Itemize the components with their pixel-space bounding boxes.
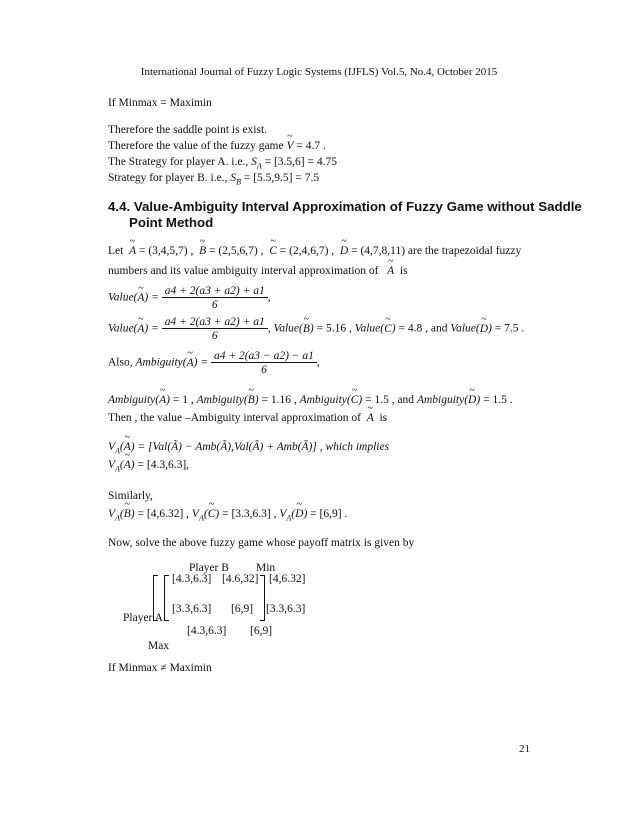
- matrix-row-min-2: [3.3,6.3]: [266, 603, 306, 615]
- matrix-cell-2-1: [3.3,6.3]: [172, 603, 212, 615]
- similarly-line: Similarly,: [108, 490, 153, 502]
- saddle-exists-line: Therefore the saddle point is exist.: [108, 124, 268, 136]
- solve-line: Now, solve the above fuzzy game whose payoff matrix is given by: [108, 537, 415, 549]
- value-formula: Value(~ A) = $\frac{a4 + 2(a3 + a2) + a1}{6}$ ,: [108, 285, 271, 311]
- matrix-left-bracket: [164, 575, 169, 621]
- va-a-line: $V_A(\sim$ A) = [4.3,6.3],: [108, 459, 189, 473]
- matrix-col-max-2: [6,9]: [250, 625, 273, 637]
- strategy-b-line: Strategy for player B. i.e., $S_B = [5.5,9.5] = 7.5$: [108, 172, 320, 187]
- section-title-line2: Point Method: [129, 215, 214, 230]
- page-number: 21: [519, 743, 530, 755]
- matrix-cell-1-2: [4.6,32]: [222, 573, 259, 585]
- strategy-a-line: The Strategy for player A. i.e., $S_A = [3.5,6] = 4.75$: [108, 156, 337, 171]
- section-title-line1: 4.4. Value-Ambiguity Interval Approximation of Fuzzy Game without Saddle: [108, 199, 582, 214]
- value-results: Value(~ A) = $\frac{a4 + 2(a3 + a2) + a1}{6}$ , Value(~ B) = 5.16 , Value(~ C) = 4.8 , and Value(~ D) = 7.5 .: [108, 316, 524, 342]
- minmax-equal-line: If Minmax = Maximin: [108, 97, 212, 109]
- matrix-col-header: Player B: [189, 562, 229, 574]
- matrix-row-header: Player A: [123, 612, 163, 624]
- matrix-max-label: Max: [148, 640, 170, 652]
- matrix-row-min-1: [4,6.32]: [269, 573, 306, 585]
- let-line-cont: numbers and its value ambiguity interval approximation of ~ A is: [108, 265, 408, 277]
- journal-header: International Journal of Fuzzy Logic Systems (IJFLS) Vol.5, No.4, October 2015: [140, 66, 498, 78]
- va-bcd-line: $V_A(\sim$ B) = [4,6.32] , $V_A(\sim$ C) = [3.3,6.3] , $V_A(\sim$ D) = [6,9] .: [108, 508, 347, 522]
- matrix-right-bracket: [260, 575, 265, 621]
- matrix-col-max-1: [4.3,6.3]: [187, 625, 227, 637]
- ambiguity-results: Ambiguity(~ A) = 1 , Ambiguity(~ B) = 1.16 , Ambiguity(~ C) = 1.5 , and Ambiguity(~ D) = 1.5 .: [108, 394, 513, 406]
- ambiguity-formula: Also, Ambiguity(~ A) = $\frac{a4 + 2(a3 - a2) - a1}{6}$ ,: [108, 350, 320, 376]
- then-line: Then , the value –Ambiguity interval approximation of ~ A is: [108, 412, 387, 424]
- minmax-not-equal-line: If Minmax ≠ Maximin: [108, 662, 212, 674]
- interval-formula: $V_A(\sim$ A) = [Val(Ã) − Amb(Ã),Val(Ã) + Amb(Ã)] , which implies: [108, 441, 389, 455]
- matrix-cell-1-1: [4.3,6.3]: [172, 573, 212, 585]
- value-line: Therefore the value of the fuzzy game ~ V = 4.7 .: [108, 140, 326, 152]
- matrix-cell-2-2: [6,9]: [231, 603, 254, 615]
- let-line: Let ~ A = (3,4,5,7) , ~ B = (2,5,6,7) , ~ C = (2,4,6,7) , ~ D = (4,7,8,11) are the trapezoidal fuzzy: [108, 245, 521, 257]
- matrix-min-header: Min: [256, 562, 276, 574]
